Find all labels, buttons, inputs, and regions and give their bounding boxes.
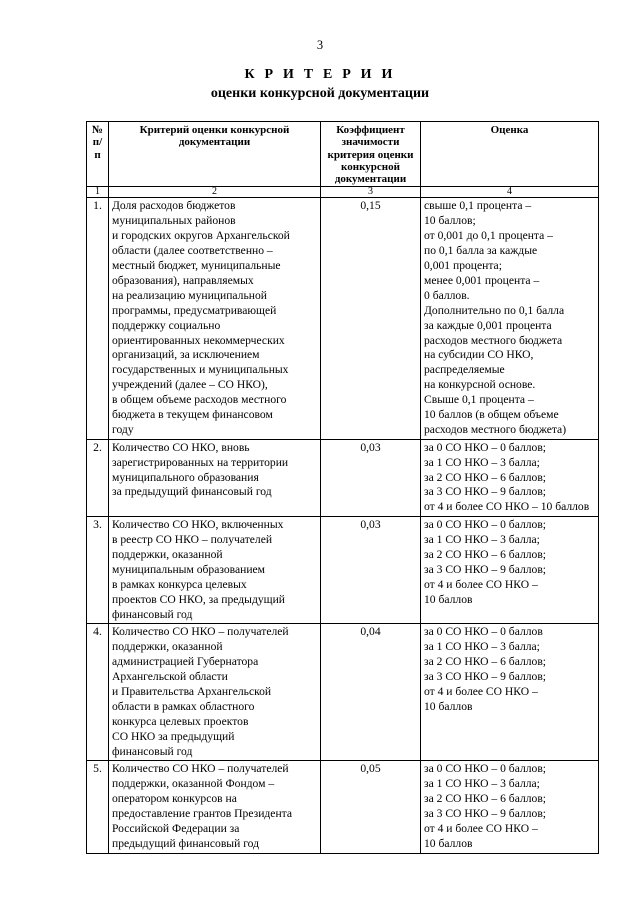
criterion-line: муниципального образования: [112, 470, 259, 484]
score-line: за 3 СО НКО – 9 баллов;: [424, 807, 547, 821]
score-line: от 4 и более СО НКО – 10 баллов: [424, 500, 590, 514]
score-line: от 4 и более СО НКО –: [424, 822, 538, 835]
coefficient-cell: 0,03: [321, 517, 421, 624]
header-number: [87, 122, 109, 187]
row-number: 1.: [87, 198, 109, 439]
header-score: [421, 122, 599, 187]
score-line: по 0,1 балла за каждые: [424, 244, 538, 258]
criterion-line: поддержки, оказанной: [112, 640, 223, 654]
criterion-line: предыдущий финансовый год: [112, 836, 260, 850]
coefficient-cell: 0,15: [321, 198, 421, 439]
criterion-line: ориентированных некоммерческих: [112, 333, 285, 347]
score-line: за 3 СО НКО – 9 баллов;: [424, 562, 547, 576]
document-subtitle: оценки конкурсной документации: [210, 86, 430, 101]
score-line: за 2 СО НКО – 6 баллов;: [424, 655, 547, 669]
criterion-cell: [109, 761, 321, 853]
criterion-cell: [109, 198, 321, 439]
score-line: за 1 СО НКО – 3 балла;: [424, 455, 540, 469]
score-line: 10 баллов: [424, 592, 473, 606]
criterion-line: Российской Федерации за: [112, 822, 240, 835]
coefficient-cell: 0,05: [321, 761, 421, 853]
criterion-line: Количество СО НКО, вновь: [112, 440, 250, 454]
score-line: 10 баллов: [424, 836, 473, 850]
table-row: [87, 198, 599, 439]
criterion-line: на реализацию муниципальной: [112, 288, 267, 302]
score-line: за 0 СО НКО – 0 баллов;: [424, 518, 547, 532]
criterion-line: оператором конкурсов на: [112, 792, 237, 806]
criterion-line: финансовый год: [112, 744, 193, 758]
score-line: 0 баллов.: [424, 288, 470, 302]
criterion-line: образования), направляемых: [112, 273, 254, 287]
criterion-line: учреждений (далее – СО НКО),: [112, 378, 268, 392]
page-number: 3: [316, 38, 324, 52]
criterion-line: конкурса целевых проектов: [112, 714, 249, 728]
score-line: за 1 СО НКО – 3 балла;: [424, 640, 540, 654]
table-row: [87, 624, 599, 761]
criterion-line: в рамках конкурса целевых: [112, 577, 247, 591]
score-line: за 0 СО НКО – 0 баллов: [424, 625, 543, 639]
header-line: Коэффициент: [336, 124, 405, 136]
criterion-line: СО НКО за предыдущий: [112, 729, 235, 743]
header-line: документации: [178, 136, 251, 149]
header-criterion: [109, 122, 321, 187]
criterion-line: бюджета в текущем финансовом: [112, 407, 273, 421]
criterion-line: местный бюджет, муниципальные: [112, 259, 281, 273]
score-cell: [421, 198, 599, 439]
score-line: от 0,001 до 0,1 процента –: [424, 229, 553, 243]
column-number-row: [87, 187, 599, 198]
table-header: [87, 122, 599, 198]
score-line: Дополнительно по 0,1 балла: [424, 303, 565, 317]
score-line: за 0 СО НКО – 0 баллов;: [424, 762, 547, 776]
criterion-line: и Правительства Архангельской: [112, 684, 272, 698]
score-line: расходов местного бюджета: [424, 333, 563, 347]
criterion-line: и городских округов Архангельской: [112, 229, 290, 243]
criterion-line: Количество СО НКО, включенных: [112, 518, 284, 532]
document-title: К Р И Т Е Р И И: [244, 67, 396, 82]
score-line: за 1 СО НКО – 3 балла;: [424, 533, 540, 547]
score-line: за 2 СО НКО – 6 баллов;: [424, 470, 547, 484]
criterion-line: зарегистрированных на территории: [112, 455, 289, 469]
score-line: за 2 СО НКО – 6 баллов;: [424, 792, 547, 806]
column-number: 4: [421, 187, 599, 198]
row-number: 4.: [87, 624, 109, 761]
criterion-line: области (далее соответственно –: [112, 244, 273, 258]
criterion-line: муниципальных районов: [112, 214, 236, 228]
score-line: на субсидии СО НКО,: [424, 348, 534, 362]
criterion-line: в общем объеме расходов местного: [112, 393, 287, 407]
header-line: конкурсной: [341, 160, 400, 173]
score-cell: [421, 439, 599, 516]
score-line: за 3 СО НКО – 9 баллов;: [424, 485, 547, 499]
criteria-table: [86, 121, 599, 854]
criterion-line: поддержки, оказанной: [112, 547, 223, 561]
criterion-line: Архангельской области: [112, 670, 228, 684]
score-line: 10 баллов: [424, 699, 473, 713]
table-row: [87, 439, 599, 516]
score-line: расходов местного бюджета): [424, 422, 567, 436]
score-line: свыше 0,1 процента –: [424, 199, 532, 213]
header-line: п/п: [92, 136, 103, 161]
score-line: распределяемые: [424, 363, 505, 377]
score-line: 10 баллов (в общем объеме: [424, 407, 559, 421]
criterion-line: программы, предусматривающей: [112, 303, 277, 317]
criterion-line: организаций, за исключением: [112, 348, 260, 362]
criterion-cell: [109, 439, 321, 516]
score-cell: [421, 761, 599, 853]
score-line: за 2 СО НКО – 6 баллов;: [424, 547, 547, 561]
criterion-line: поддержки, оказанной Фондом –: [112, 777, 275, 791]
criterion-line: финансовый год: [112, 607, 193, 621]
table-row: [87, 761, 599, 853]
criterion-line: поддержку социально: [112, 318, 221, 332]
header-line: Критерий оценки конкурсной: [139, 124, 290, 136]
criterion-line: в реестр СО НКО – получателей: [112, 533, 273, 547]
header-line: критерия оценки: [327, 148, 414, 161]
score-line: за 3 СО НКО – 9 баллов;: [424, 670, 547, 684]
criterion-line: Количество СО НКО – получателей: [112, 762, 289, 776]
coefficient-cell: 0,04: [321, 624, 421, 761]
score-line: от 4 и более СО НКО –: [424, 577, 538, 591]
header-line: документации: [334, 173, 407, 186]
criterion-line: году: [112, 422, 134, 436]
criterion-line: за предыдущий финансовый год: [112, 485, 272, 499]
table-body: [87, 198, 599, 853]
table-row: [87, 517, 599, 624]
coefficient-cell: 0,03: [321, 439, 421, 516]
criterion-line: администрацией Губернатора: [112, 655, 259, 669]
score-line: на конкурсной основе.: [424, 378, 536, 392]
column-number: 2: [109, 187, 321, 198]
header-line: Оценка: [490, 124, 529, 136]
criterion-line: государственных и муниципальных: [112, 363, 289, 377]
header-line: значимости: [341, 136, 400, 149]
criterion-line: проектов СО НКО, за предыдущий: [112, 592, 285, 606]
column-number: 3: [321, 187, 421, 198]
row-number: 3.: [87, 517, 109, 624]
score-line: за каждые 0,001 процента: [424, 318, 552, 332]
score-line: Свыше 0,1 процента –: [424, 393, 534, 407]
score-cell: [421, 624, 599, 761]
score-line: за 0 СО НКО – 0 баллов;: [424, 440, 547, 454]
score-line: 10 баллов;: [424, 214, 476, 228]
criterion-cell: [109, 624, 321, 761]
header-line: №: [91, 124, 104, 136]
criterion-line: области в рамках областного: [112, 699, 255, 713]
score-line: менее 0,001 процента –: [424, 273, 540, 287]
criterion-cell: [109, 517, 321, 624]
criterion-line: муниципальным образованием: [112, 562, 266, 576]
column-number: 1: [87, 187, 109, 198]
criterion-line: Количество СО НКО – получателей: [112, 625, 289, 639]
row-number: 5.: [87, 761, 109, 853]
criterion-line: Доля расходов бюджетов: [112, 199, 236, 213]
header-coefficient: [321, 122, 421, 187]
score-cell: [421, 517, 599, 624]
score-line: за 1 СО НКО – 3 балла;: [424, 777, 540, 791]
row-number: 2.: [87, 439, 109, 516]
criterion-line: предоставление грантов Президента: [112, 807, 293, 821]
score-line: от 4 и более СО НКО –: [424, 684, 538, 698]
header-row: [87, 122, 599, 187]
score-line: 0,001 процента;: [424, 259, 502, 273]
